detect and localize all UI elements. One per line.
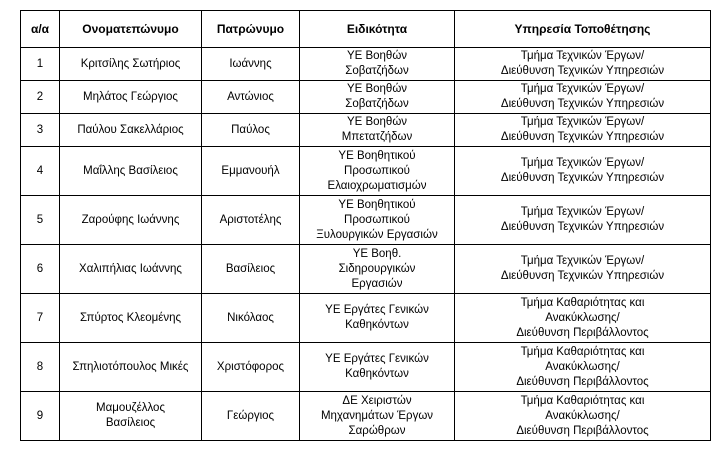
row-specialty: ΥΕ Βοηθών Μπετατζήδων [300, 114, 455, 147]
row-father-name: Εμμανουήλ [202, 147, 300, 196]
row-full-name: Σπηλιοτόπουλος Μικές [60, 343, 202, 392]
staff-table-container [20, 10, 711, 441]
header-father-name: Πατρώνυμο [202, 11, 300, 48]
row-placement-service: Τμήμα Καθαριότητας και Ανακύκλωσης/ Διεύθυνση Περιβάλλοντος [455, 343, 711, 392]
row-placement-service: Τμήμα Τεχνικών Έργων/ Διεύθυνση Τεχνικών Υπηρεσιών [455, 48, 711, 81]
row-full-name: Μηλάτος Γεώργιος [60, 81, 202, 114]
row-placement-service: Τμήμα Καθαριότητας και Ανακύκλωσης/ Διεύθυνση Περιβάλλοντος [455, 392, 711, 441]
row-number: 9 [21, 392, 60, 441]
table-header-row [21, 11, 711, 48]
row-number: 6 [21, 245, 60, 294]
row-number: 2 [21, 81, 60, 114]
row-number: 8 [21, 343, 60, 392]
table-row [21, 343, 711, 392]
row-specialty: ΥΕ Βοηθών Σοβατζήδων [300, 81, 455, 114]
row-placement-service: Τμήμα Καθαριότητας και Ανακύκλωσης/ Διεύθυνση Περιβάλλοντος [455, 294, 711, 343]
row-number: 5 [21, 196, 60, 245]
table-row [21, 196, 711, 245]
row-father-name: Νικόλαος [202, 294, 300, 343]
row-number: 3 [21, 114, 60, 147]
row-full-name: Ζαρούφης Ιωάννης [60, 196, 202, 245]
header-specialty: Ειδικότητα [300, 11, 455, 48]
table-row [21, 147, 711, 196]
row-full-name: Χαλιπήλιας Ιωάννης [60, 245, 202, 294]
row-placement-service: Τμήμα Τεχνικών Έργων/ Διεύθυνση Τεχνικών Υπηρεσιών [455, 245, 711, 294]
row-full-name: Σπύρτος Κλεομένης [60, 294, 202, 343]
row-specialty: ΥΕ Βοηθ. Σιδηρουργικών Εργασιών [300, 245, 455, 294]
row-father-name: Ιωάννης [202, 48, 300, 81]
table-row [21, 294, 711, 343]
row-full-name: Κριτσίλης Σωτήριος [60, 48, 202, 81]
header-placement-service: Υπηρεσία Τοποθέτησης [455, 11, 711, 48]
row-specialty: ΥΕ Εργάτες Γενικών Καθηκόντων [300, 294, 455, 343]
row-specialty: ΥΕ Βοηθών Σοβατζήδων [300, 48, 455, 81]
row-placement-service: Τμήμα Τεχνικών Έργων/ Διεύθυνση Τεχνικών Υπηρεσιών [455, 196, 711, 245]
table-row [21, 81, 711, 114]
row-full-name: Παύλου Σακελλάριος [60, 114, 202, 147]
row-specialty: ΔΕ Χειριστών Μηχανημάτων Έργων Σαρώθρων [300, 392, 455, 441]
row-father-name: Αντώνιος [202, 81, 300, 114]
row-father-name: Αριστοτέλης [202, 196, 300, 245]
row-father-name: Χριστόφορος [202, 343, 300, 392]
row-placement-service: Τμήμα Τεχνικών Έργων/ Διεύθυνση Τεχνικών Υπηρεσιών [455, 81, 711, 114]
header-full-name: Ονοματεπώνυμο [60, 11, 202, 48]
row-specialty: ΥΕ Εργάτες Γενικών Καθηκόντων [300, 343, 455, 392]
row-number: 4 [21, 147, 60, 196]
row-number: 1 [21, 48, 60, 81]
header-number: α/α [21, 11, 60, 48]
row-number: 7 [21, 294, 60, 343]
row-father-name: Γεώργιος [202, 392, 300, 441]
row-placement-service: Τμήμα Τεχνικών Έργων/ Διεύθυνση Τεχνικών Υπηρεσιών [455, 147, 711, 196]
row-full-name: Μαΐλλης Βασίλειος [60, 147, 202, 196]
row-specialty: ΥΕ Βοηθητικού Προσωπικού Ξυλουργικών Εργασιών [300, 196, 455, 245]
table-row [21, 245, 711, 294]
staff-placement-table [20, 10, 711, 441]
row-full-name: Μαμουζέλλος Βασίλειος [60, 392, 202, 441]
table-row [21, 48, 711, 81]
table-row [21, 392, 711, 441]
table-row [21, 114, 711, 147]
row-father-name: Βασίλειος [202, 245, 300, 294]
row-specialty: ΥΕ Βοηθητικού Προσωπικού Ελαιοχρωματισμών [300, 147, 455, 196]
row-placement-service: Τμήμα Τεχνικών Έργων/ Διεύθυνση Τεχνικών Υπηρεσιών [455, 114, 711, 147]
row-father-name: Παύλος [202, 114, 300, 147]
